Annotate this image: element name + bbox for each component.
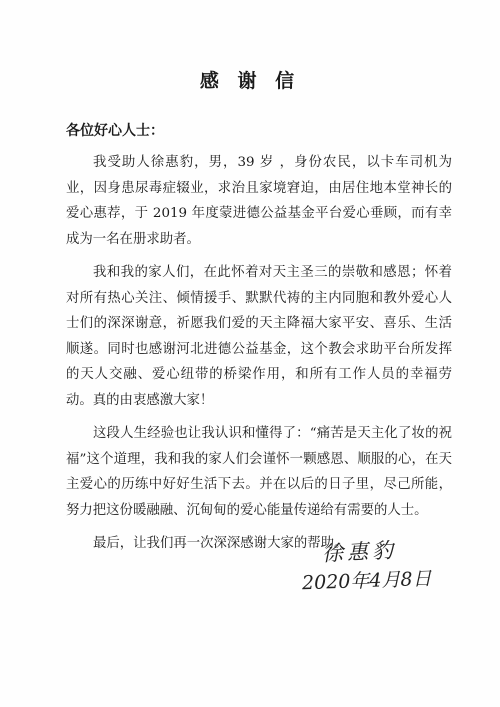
letter-paragraph-3: 这段人生经验也让我认识和懂得了：“痛苦是天主化了妆的祝福”这个道理，我和我的家人们会谨怀一颗感恩、顺服的心，在天主爱心的历练中好好生活下去。并在以后的日子里，尽己所能，努力把这份暖融融、沉甸甸的爱心能量传递给有需要的人士。 bbox=[66, 426, 452, 518]
letter-greeting: 各位好心人士： bbox=[66, 123, 164, 139]
letter-paragraph-2: 我和我的家人们，在此怀着对天主圣三的崇敬和感恩；怀着对所有热心关注、倾情援手、默默代祷的主内同胞和教外爱心人士们的深深谢意，祈愿我们爱的天主降福大家平安、喜乐、生活顺遂。同时也感谢河北进德公益基金，这个教会求助平台所发挥的天人交融、爱心纽带的桥梁作用，和所有工作人员的幸福劳动。真的由衷感激大家！ bbox=[66, 265, 452, 408]
signature-date: 2020年4月8日 bbox=[301, 567, 432, 595]
letter-paragraph-4: 最后，让我们再一次深深感谢大家的帮助。 bbox=[93, 536, 348, 551]
letter-title: 感 谢 信 bbox=[199, 70, 301, 92]
signature-name: 徐惠豹 bbox=[321, 538, 398, 566]
letter-body bbox=[66, 150, 452, 565]
handwritten-signature bbox=[301, 536, 442, 606]
letter-paragraph-1: 我受助人徐惠豹，男，39 岁 ，身份农民，以卡车司机为业，因身患尿毒症辍业，求治且家境窘迫，由居住地本堂神长的爱心惠荐，于 2019 年度蒙进德公益基金平台爱心垂顾，而有幸成为一名在册求助者。 bbox=[66, 155, 452, 247]
